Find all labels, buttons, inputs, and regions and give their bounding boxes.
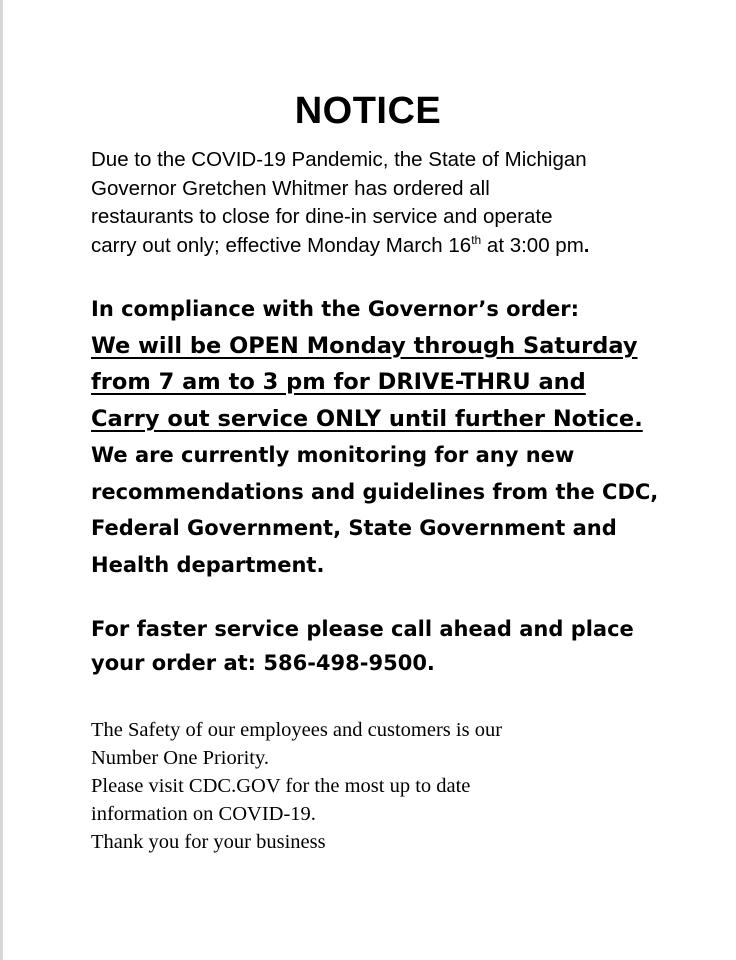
call-ahead-section	[91, 612, 711, 680]
monitoring-line: Health department.	[91, 552, 325, 577]
monitoring-line: recommendations and guidelines from the CDC,	[91, 479, 659, 504]
ordinal-suffix: th	[471, 232, 482, 247]
compliance-heading: In compliance with the Governor’s order:	[91, 297, 579, 321]
open-hours-line: Carry out service ONLY until further Notice.	[91, 405, 643, 432]
compliance-section	[91, 291, 711, 583]
call-ahead-line: For faster service please call ahead and place	[91, 617, 634, 641]
monitoring-line: We are currently monitoring for any new	[91, 443, 575, 467]
monitoring-line: Federal Government, State Government and	[91, 516, 617, 540]
effective-time-text: at 3:00 pm	[481, 233, 584, 257]
effective-date-text: carry out only; effective Monday March 16	[91, 233, 472, 257]
intro-line: Governor Gretchen Whitmer has ordered all	[91, 176, 490, 200]
safety-line: Please visit CDC.GOV for the most up to date	[91, 775, 471, 797]
thank-you-line: Thank you for your business	[91, 831, 326, 853]
safety-line: information on COVID-19.	[91, 803, 316, 825]
notice-title: NOTICE	[294, 90, 442, 132]
open-hours-line: from 7 am to 3 pm for DRIVE-THRU and	[91, 369, 586, 395]
phone-number-line: your order at: 586-498-9500.	[91, 651, 435, 675]
intro-line: Due to the COVID-19 Pandemic, the State of Michigan	[91, 148, 587, 171]
intro-line-effective	[91, 232, 711, 261]
page-edge	[0, 0, 3, 960]
intro-paragraph	[91, 146, 711, 260]
safety-section	[91, 716, 711, 856]
bold-period: .	[583, 233, 590, 257]
safety-line: Number One Priority.	[91, 747, 270, 769]
open-hours-line: We will be OPEN Monday through Saturday	[91, 332, 638, 359]
intro-line: restaurants to close for dine-in service and operate	[91, 205, 553, 228]
safety-line: The Safety of our employees and customers is our	[91, 719, 503, 741]
